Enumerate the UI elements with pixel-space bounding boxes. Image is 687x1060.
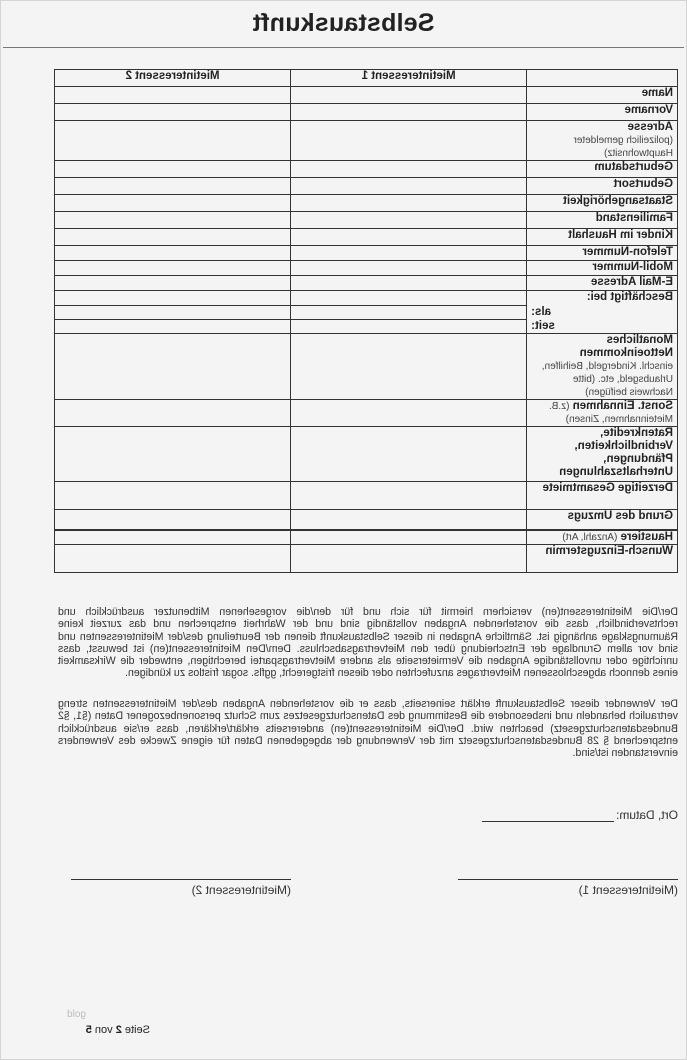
input-cell-mi1[interactable] [291,104,527,121]
page-current: 2 [115,1024,122,1036]
row-label [527,178,678,195]
table-row [55,530,678,545]
label-text: Sonst. Einnahmen [572,400,673,412]
watermark: gold [67,1009,86,1020]
table-header-row [55,70,678,87]
table-row [55,246,678,261]
row-label [527,306,678,320]
label-text: als: [531,305,552,318]
row-label [527,510,678,530]
label-text: Mobil-Nummer [592,261,673,273]
input-cell-mi1[interactable] [291,291,527,306]
table-row [55,276,678,291]
input-cell-mi1[interactable] [291,161,527,178]
input-cell-mi2[interactable] [55,427,291,482]
table-row [55,334,678,400]
label-text: Grund des Umzugs [567,510,673,522]
row-label [527,246,678,261]
table-row [55,510,678,530]
label-text: Name [641,87,673,99]
label-text: seit: [531,319,555,332]
input-cell-mi1[interactable] [291,545,527,573]
input-cell-mi2[interactable] [55,400,291,427]
input-cell-mi2[interactable] [55,246,291,261]
table-row [55,427,678,482]
input-cell-mi1[interactable] [291,400,527,427]
input-cell-mi2[interactable] [55,161,291,178]
label-subtext: (z.B. Mieteinnahmen, Zinsen) [548,401,673,425]
input-cell-mi2[interactable] [55,121,291,161]
input-cell-mi2[interactable] [55,178,291,195]
input-cell-mi1[interactable] [291,178,527,195]
input-cell-mi2[interactable] [55,229,291,246]
input-cell-mi1[interactable] [291,212,527,229]
input-cell-mi2[interactable] [55,530,291,545]
header-mietinteressent-2: Mietinteressent 2 [55,70,291,87]
table-row [55,161,678,178]
row-label [527,400,678,427]
input-cell-mi1[interactable] [291,276,527,291]
header-empty [527,70,678,87]
label-text: Ratenkredite, Verbindlichkeiten, Pfändungen, Unterhaltszahlungen [559,427,673,478]
input-cell-mi2[interactable] [55,510,291,530]
label-text: Familienstand [595,212,673,224]
input-cell-mi1[interactable] [291,320,527,334]
table-row [55,261,678,276]
row-label [527,482,678,510]
row-label [527,121,678,161]
table-row [55,400,678,427]
title-divider [3,47,684,48]
row-label [527,212,678,229]
label-text: Kinder im Haushalt [568,229,673,241]
table-row [55,482,678,510]
row-label [527,427,678,482]
input-cell-mi2[interactable] [55,482,291,510]
input-cell-mi2[interactable] [55,276,291,291]
page-total: 5 [85,1024,92,1036]
label-text: Wunsch-Einzugstermin [545,545,673,557]
label-text: Geburtsdatum [594,161,673,173]
declaration-paragraph: Der/Die Mietinteressent(en) versichern hiermit für sich und für den/die vorgesehenen Mitbenutzer ausdrücklich und rechtsverbindlich, dass die vorstehenden Angaben vollständig sind und der Wahrheit entsprechen und das zurzeit keine Räumungsklage anhängig ist. Sämtliche Angaben in dieser Selbstauskunft dienen der Beurteilung des/der Mietinteressenten und sind vor allem Grundlage der Entscheidung über den Mietvertragsabschluss. Dem/Den Mietinteressent(en) ist bewusst, dass unrichtige oder unvollständige Angaben die Vermieterseite als andere Mietvertragspartei berechtigen, entweder die Wirksamkeit eines dennoch abgeschlossenen Mietvertrages anzufechten oder diesen fristgerecht, ggfls. sogar fristlos zu kündigen. [58,606,678,680]
signature-line-mi2[interactable] [71,879,291,897]
signature-line-mi1[interactable] [458,879,678,897]
row-label [527,530,678,545]
label-text: Vorname [624,104,673,116]
mirrored-content [1,1,686,1059]
page-mid: von [91,1024,116,1036]
row-label [527,161,678,178]
input-cell-mi1[interactable] [291,121,527,161]
place-date-field [482,808,678,822]
header-mietinteressent-1: Mietinteressent 1 [291,70,527,87]
input-cell-mi2[interactable] [55,334,291,400]
input-cell-mi1[interactable] [291,482,527,510]
label-subtext: einschl. Kindergeld, Beihilfen, Urlaubsgeld, etc. (bitte Nachweis beifügen) [541,361,673,398]
input-cell-mi1[interactable] [291,229,527,246]
row-label [527,291,678,306]
input-cell-mi2[interactable] [55,212,291,229]
selbstauskunft-table [54,69,678,573]
table-row [55,291,678,306]
table-row [55,121,678,161]
table-row [55,306,678,320]
input-cell-mi1[interactable] [291,261,527,276]
input-cell-mi2[interactable] [55,87,291,104]
label-text: Geburtsort [613,178,673,190]
signature-label-mi1: (Mietinteressent 1) [578,883,678,897]
page-prefix: Seite [121,1024,150,1036]
table-row [55,104,678,121]
row-label [527,320,678,334]
input-cell-mi2[interactable] [55,545,291,573]
row-label [527,276,678,291]
input-cell-mi2[interactable] [55,104,291,121]
input-cell-mi1[interactable] [291,530,527,545]
page-title: Selbstauskunft [252,9,435,37]
input-cell-mi2[interactable] [55,261,291,276]
table-row [55,178,678,195]
label-text: Staatsangehörigkeit [563,195,673,207]
table-row [55,195,678,212]
input-cell-mi2[interactable] [55,291,291,306]
privacy-paragraph: Der Verwender dieser Selbstauskunft erklärt seinerseits, dass er die vorstehenden Angaben des/der Mietinteressenten streng vertraulich behandeln und insbesondere die Bestimmung des Datenschutzgesetzes zum Schutz personenbezogener Daten (§1, §2 Bundesdatenschutzgesetz) beachten wird. Der/Die Mietinteressent(en) andererseits erklärt/erklären, dass er/sie ausdrücklich entsprechend § 28 Bundesdatenschutzgesetz mit der Verwendung der abgegebenen Daten für eigene Zwecke des Verwenders einverstanden ist/sind. [58,698,678,760]
row-label [527,334,678,400]
table-row [55,545,678,573]
table-row [55,320,678,334]
label-text: Telefon-Nummer [582,246,673,258]
label-text: Monatliches Nettoeinkommen [579,334,673,359]
input-cell-mi1[interactable] [291,87,527,104]
row-label [527,104,678,121]
input-cell-mi1[interactable] [291,306,527,320]
row-label [527,87,678,104]
table-row [55,87,678,104]
row-label [527,545,678,573]
place-date-label: Ort, Datum: [615,808,678,822]
input-cell-mi1[interactable] [291,246,527,261]
label-text: Haustiere [620,530,673,543]
row-label [527,261,678,276]
place-date-line[interactable] [482,809,614,822]
label-text: Beschäftigt bei: [586,291,673,303]
input-cell-mi2[interactable] [55,195,291,212]
input-cell-mi1[interactable] [291,427,527,482]
label-text: Derzeitige Gesamtmiete [542,482,673,494]
label-subtext: (polizeilich gemeldeter Hauptwohnsitz) [573,135,673,159]
table-row [55,212,678,229]
page-number [86,1024,150,1036]
label-subtext: (Anzahl, Art) [562,531,618,543]
row-label [527,195,678,212]
input-cell-mi1[interactable] [291,334,527,400]
input-cell-mi2[interactable] [55,306,291,320]
signature-label-mi2: (Mietinteressent 2) [191,883,291,897]
input-cell-mi1[interactable] [291,510,527,530]
label-text: E-Mail Adresse [590,276,673,288]
table-row [55,229,678,246]
row-label [527,229,678,246]
label-text: Adresse [627,121,673,133]
input-cell-mi1[interactable] [291,195,527,212]
input-cell-mi2[interactable] [55,320,291,334]
